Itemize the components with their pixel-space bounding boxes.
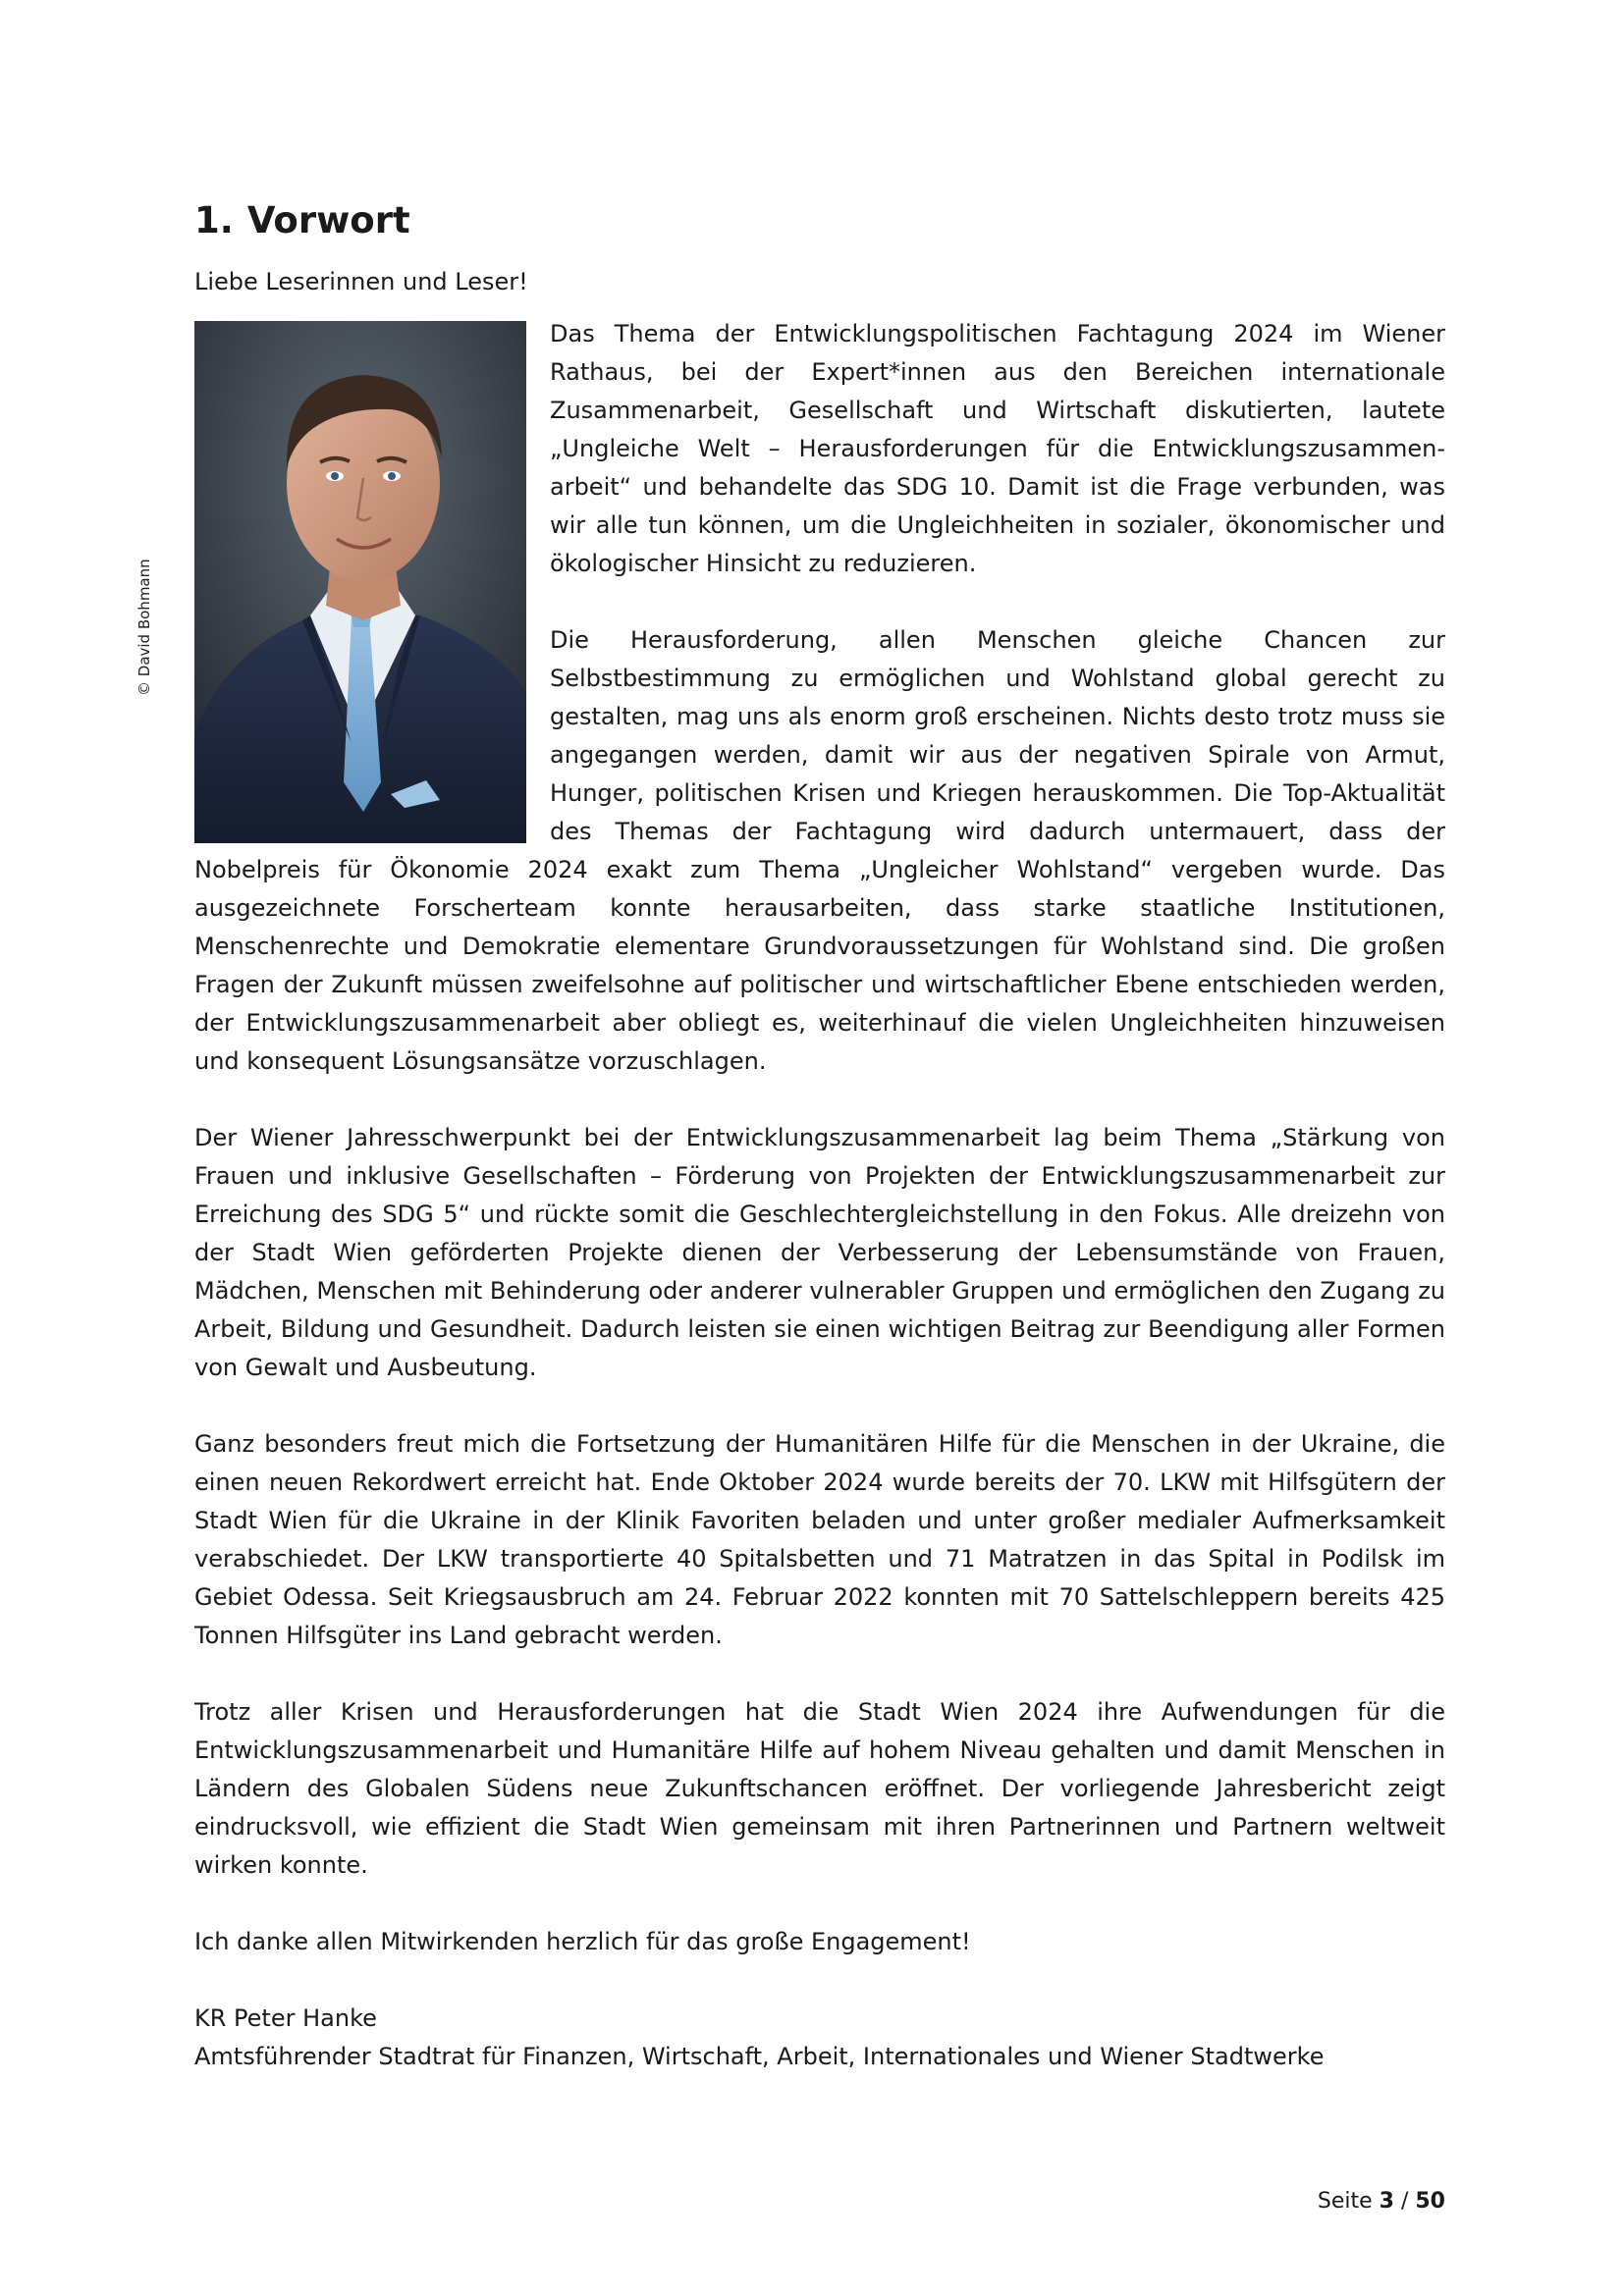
signature-role: Amtsführender Stadtrat für Finanzen, Wirtschaft, Arbeit, Internationales und Wiener Stadtwerke xyxy=(194,2043,1325,2070)
paragraph-1: Das Thema der Entwicklungspolitischen Fachtagung 2024 im Wiener Rathaus, bei der Expert*innen aus den Bereichen internationale Zusammenarbeit, Gesellschaft und Wirtschaft diskutierten, lautete „Ungleiche Welt – Herausforderungen für die Entwicklungszusammenarbeit“ und behandelte das SDG 10. Damit ist die Frage verbunden, was wir alle tun können, um die Ungleichheiten in sozialer, ökonomischer und ökologischer Hinsicht zu reduzieren. xyxy=(550,320,1445,577)
paragraph-6: Ich danke allen Mitwirkenden herzlich für das große Engagement! xyxy=(194,1928,971,1955)
page-separator: / xyxy=(1400,2189,1409,2214)
portrait-image xyxy=(194,321,526,843)
photo-credit-text: © David Bohmann xyxy=(135,559,153,696)
signature-name: KR Peter Hanke xyxy=(194,2004,377,2032)
paragraph-3: Der Wiener Jahresschwerpunkt bei der Entwicklungszusammenarbeit lag beim Thema „Stärkung von Frauen und inklusive Gesellschaften – Förderung von Projekten der Entwicklungszusammenarbeit zur Erreichung des SDG 5“ und rückte somit die Geschlechtergleichstellung in den Fokus. Alle dreizehn von der Stadt Wien geförderten Projekte dienen der Verbesserung der Lebensumstände von Frauen, Mädchen, Menschen mit Behinderung oder anderer vulnerabler Gruppen und ermöglichen den Zugang zu Arbeit, Bildung und Gesundheit. Dadurch leisten sie einen wichtigen Beitrag zur Beendigung aller Formen von Gewalt und Ausbeutung. xyxy=(194,1124,1445,1381)
section-heading xyxy=(194,196,1445,245)
page-current: 3 xyxy=(1379,2189,1394,2214)
section-number: 1. xyxy=(194,199,234,241)
paragraph-5: Trotz aller Krisen und Herausforderungen hat die Stadt Wien 2024 ihre Aufwendungen für die Entwicklungszusammenarbeit und Humanitäre Hilfe auf hohem Niveau gehalten und damit Menschen in Ländern des Globalen Südens neue Zukunftschancen eröffnet. Der vorliegende Jahresbericht zeigt eindrucksvoll, wie effizient die Stadt Wien gemeinsam mit ihren Partnerinnen und Partnern weltweit wirken konnte. xyxy=(194,1698,1445,1879)
greeting: Liebe Leserinnen und Leser! xyxy=(194,268,528,295)
paragraph-2: Die Herausforderung, allen Menschen gleiche Chancen zur Selbstbestimmung zu ermöglichen und Wohlstand global gerecht zu gestalten, mag uns als enorm groß erscheinen. Nichts desto trotz muss sie angegangen werden, damit wir aus der negativen Spirale von Armut, Hunger, politischen Krisen und Kriegen herauskommen. Die Top-Aktualität des Themas der Fachtagung wird dadurch untermauert, dass der Nobelpreis für Ökonomie 2024 exakt zum Thema „Ungleicher Wohlstand“ vergeben wurde. Das ausgezeichnete Forscherteam konnte herausarbeiten, dass starke staatliche Institutionen, Menschenrechte und Demokratie elementare Grundvoraussetzungen für Wohlstand sind. Die großen Fragen der Zukunft müssen zweifelsohne auf politischer und wirtschaftlicher Ebene entschieden werden, der Entwicklungszusammenarbeit aber obliegt es, weiterhinauf die vielen Ungleichheiten hinzuweisen und konsequent Lösungsansätze vorzuschlagen. xyxy=(194,626,1445,1075)
page-label: Seite xyxy=(1317,2189,1373,2214)
page-content xyxy=(135,196,1445,2076)
page-total: 50 xyxy=(1415,2189,1445,2214)
portrait-photo xyxy=(135,321,526,843)
paragraph-4: Ganz besonders freut mich die Fortsetzung der Humanitären Hilfe für die Menschen in der Ukraine, die einen neuen Rekordwert erreicht hat. Ende Oktober 2024 wurde bereits der 70. LKW mit Hilfsgütern der Stadt Wien für die Ukraine in der Klinik Favoriten beladen und unter großer medialer Aufmerksamkeit verabschiedet. Der LKW transportierte 40 Spitalsbetten und 71 Matratzen in das Spital in Podilsk im Gebiet Odessa. Seit Kriegsausbruch am 24. Februar 2022 konnten mit 70 Sattelschleppern bereits 425 Tonnen Hilfsgüter ins Land gebracht werden. xyxy=(194,1430,1445,1649)
section-title: Vorwort xyxy=(246,199,410,241)
page-footer xyxy=(1318,2189,1445,2214)
